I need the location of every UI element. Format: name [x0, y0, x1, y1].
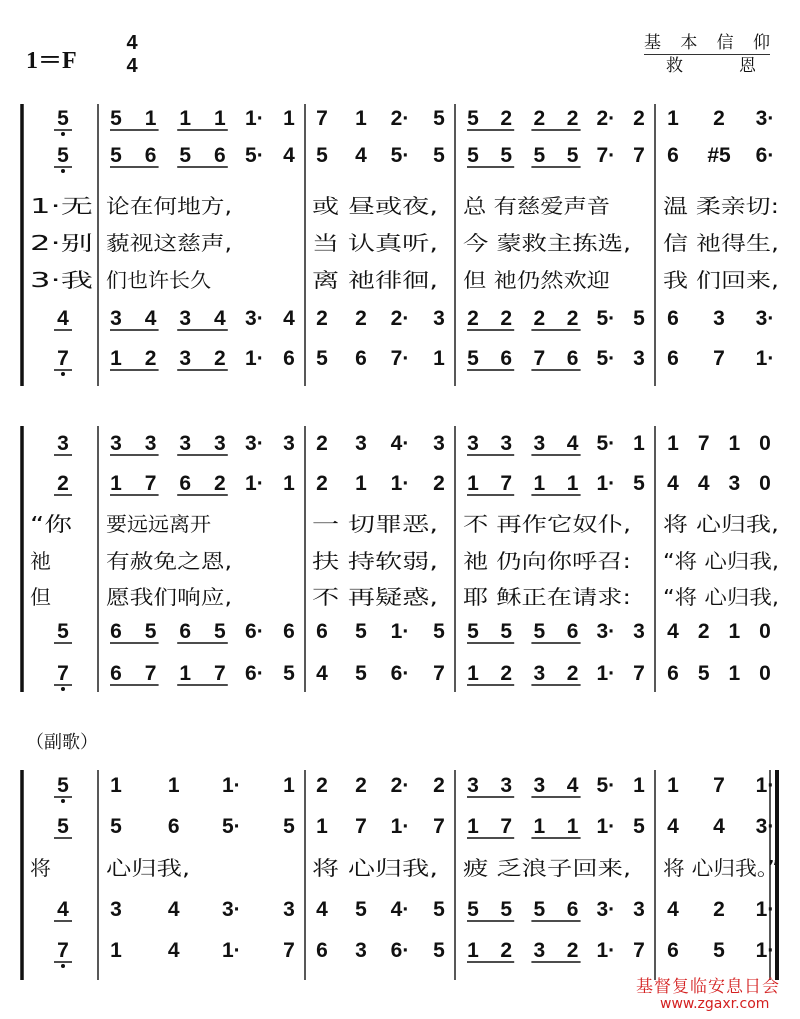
note: 5 [355, 662, 367, 685]
note: 1 [566, 472, 579, 495]
note: 2 [533, 307, 546, 330]
note: 4 [697, 472, 710, 495]
note: 2 [713, 898, 725, 921]
note: 1· [390, 815, 410, 838]
note: 5 [467, 144, 479, 167]
note: 2 [500, 107, 513, 130]
note: 1 [355, 107, 367, 130]
key-signature: 1＝F [26, 48, 77, 74]
note: 2 [213, 472, 226, 495]
note: 5 [110, 815, 122, 838]
lyric-text: “将 心归我, [663, 585, 779, 609]
note: 4 [667, 472, 679, 495]
note: 4 [667, 815, 679, 838]
note: 7 [433, 815, 445, 838]
note: 5 [283, 662, 295, 685]
note: 4 [167, 939, 180, 962]
note: 7 [433, 662, 445, 685]
note: 4 [283, 307, 295, 330]
note: 5 [633, 307, 645, 330]
lyric-text: 我 们回来, [663, 268, 779, 292]
note: 6 [667, 347, 679, 370]
note: 4 [566, 774, 579, 797]
note: 2· [390, 774, 410, 797]
note: 1· [596, 939, 616, 962]
note: 5 [57, 107, 69, 130]
note: 6· [390, 939, 410, 962]
note: 4 [283, 144, 295, 167]
note: 0 [759, 620, 771, 643]
note: 1 [110, 472, 122, 495]
lyric-text: 温 柔亲切: [663, 194, 779, 218]
note: 3 [283, 898, 295, 921]
note: 6 [667, 939, 679, 962]
note: 5· [390, 144, 410, 167]
note: 5 [467, 620, 479, 643]
note: 4 [57, 307, 69, 330]
note: 5 [57, 774, 69, 797]
octave-dot [61, 372, 65, 376]
note: 6· [755, 144, 775, 167]
note: 6 [283, 620, 295, 643]
note: 5 [467, 898, 479, 921]
note: 4 [316, 898, 328, 921]
note: 5 [283, 815, 295, 838]
note: 1 [667, 107, 679, 130]
octave-dot [61, 799, 65, 803]
note: 3 [179, 432, 192, 455]
lyric-text: 将 心归我。” [663, 856, 779, 880]
note: 2 [355, 774, 367, 797]
note: 1 [728, 432, 741, 455]
note: 1· [596, 472, 616, 495]
note: 2 [355, 307, 367, 330]
lyric-text: 不 再作它奴仆, [463, 512, 631, 536]
note: 7 [533, 347, 546, 370]
note: 6 [179, 472, 192, 495]
note: 3 [467, 774, 479, 797]
note: 5· [596, 432, 616, 455]
note: 3 [728, 472, 741, 495]
note: 2 [697, 620, 710, 643]
note: 1 [467, 939, 479, 962]
note: 7 [144, 662, 157, 685]
note: #5 [707, 144, 731, 167]
lyric-text: 但 祂仍然欢迎 [463, 268, 610, 292]
note: 2 [316, 432, 328, 455]
lyric-text: 论在何地方, [106, 194, 232, 218]
note: 1 [283, 472, 295, 495]
note: 2· [390, 307, 410, 330]
note: 1 [467, 815, 479, 838]
note: 3 [433, 432, 445, 455]
note: 1 [355, 472, 367, 495]
credit-char: 基 [644, 33, 661, 53]
note: 3· [755, 107, 775, 130]
note: 0 [759, 432, 771, 455]
note: 7 [144, 472, 157, 495]
note: 1 [533, 472, 546, 495]
note: 3· [755, 307, 775, 330]
note: 6 [500, 347, 513, 370]
lyric-text: 今 蒙救主拣选, [463, 231, 631, 255]
note: 5 [57, 815, 69, 838]
note: 1 [167, 774, 180, 797]
note: 5 [316, 144, 328, 167]
note: 7 [213, 662, 226, 685]
note: 5· [596, 347, 616, 370]
note: 5 [57, 620, 69, 643]
note: 2 [566, 662, 579, 685]
note: 1· [755, 774, 775, 797]
note: 7 [633, 939, 645, 962]
note: 2 [433, 774, 445, 797]
note: 3 [110, 898, 122, 921]
note: 4 [144, 307, 157, 330]
note: 1 [283, 774, 295, 797]
note: 1 [433, 347, 445, 370]
note: 5 [633, 815, 645, 838]
lyric-text: 一 切罪恶, [312, 512, 438, 536]
note: 5· [245, 144, 264, 167]
note: 1 [728, 662, 741, 685]
note: 2 [633, 107, 645, 130]
note: 4 [713, 815, 725, 838]
note: 5 [433, 144, 445, 167]
note: 1· [245, 472, 264, 495]
watermark-text: 基督复临安息日会 [636, 977, 780, 997]
note: 7 [283, 939, 295, 962]
octave-dot [61, 169, 65, 173]
note: 3 [533, 774, 546, 797]
note: 2 [57, 472, 69, 495]
lyric-text: 或 昼或夜, [312, 194, 438, 218]
lyric-text: 们也许长久 [106, 268, 211, 292]
note: 3 [533, 432, 546, 455]
note: 3· [596, 620, 616, 643]
note: 1 [633, 432, 645, 455]
note: 5 [713, 939, 725, 962]
note: 3 [533, 939, 546, 962]
note: 5 [433, 939, 445, 962]
lyric-text: 将 [30, 856, 51, 880]
note: 7 [57, 347, 69, 370]
octave-dot [61, 964, 65, 968]
note: 1 [179, 107, 192, 130]
note: 5 [433, 898, 445, 921]
note: 6 [316, 620, 328, 643]
note: 5 [533, 898, 546, 921]
note: 7 [633, 662, 645, 685]
note: 4 [667, 620, 679, 643]
note: 5 [110, 107, 122, 130]
time-signature-top: 4 [126, 32, 138, 54]
note: 1· [221, 774, 241, 797]
note: 6· [245, 620, 264, 643]
note: 1 [467, 662, 479, 685]
note: 4 [167, 898, 180, 921]
note: 4 [355, 144, 367, 167]
note: 2 [144, 347, 157, 370]
note: 5 [566, 144, 579, 167]
note: 2 [316, 307, 328, 330]
lyric-text: 离 祂徘徊, [312, 268, 438, 292]
note: 1· [390, 620, 410, 643]
note: 3 [110, 432, 122, 455]
note: 6 [316, 939, 328, 962]
octave-dot [61, 132, 65, 136]
note: 2 [533, 107, 546, 130]
note: 3 [179, 347, 192, 370]
note: 2 [316, 472, 328, 495]
lyric-text: “你 [30, 512, 74, 536]
note: 7 [500, 472, 513, 495]
note: 7 [57, 939, 69, 962]
note: 2 [566, 939, 579, 962]
note: 5 [533, 144, 546, 167]
note: 3 [355, 939, 367, 962]
note: 3 [500, 432, 513, 455]
note: 1 [110, 939, 122, 962]
lyric-text: 信 祂得生, [663, 231, 779, 255]
note: 3· [596, 898, 616, 921]
note: 2 [500, 662, 513, 685]
credit-char: 本 [680, 33, 698, 53]
note: 3 [57, 432, 69, 455]
note: 7 [57, 662, 69, 685]
note: 1· [755, 939, 775, 962]
credit-char: 仰 [752, 33, 770, 53]
note: 1· [755, 347, 775, 370]
note: 5 [500, 620, 513, 643]
note: 6 [667, 307, 679, 330]
note: 4 [667, 898, 679, 921]
note: 7 [697, 432, 710, 455]
note: 1· [390, 472, 410, 495]
lyric-text: 2·别 [30, 231, 93, 255]
note: 3· [755, 815, 775, 838]
note: 5 [144, 620, 157, 643]
note: 7· [596, 144, 616, 167]
note: 5 [316, 347, 328, 370]
lyric-text: 有赦免之恩, [106, 549, 232, 573]
lyric-text: 不 再疑惑, [312, 585, 438, 609]
lyric-text: 1·无 [30, 194, 93, 218]
note: 7 [633, 144, 645, 167]
note: 3 [533, 662, 546, 685]
note: 4· [390, 432, 410, 455]
note: 3 [467, 432, 479, 455]
note: 2· [596, 107, 616, 130]
note: 6· [390, 662, 410, 685]
note: 1 [667, 774, 679, 797]
note: 1 [633, 774, 645, 797]
lyric-text: 耶 稣正在请求: [463, 585, 631, 609]
note: 1· [755, 898, 775, 921]
note: 6 [283, 347, 295, 370]
note: 3 [179, 307, 192, 330]
note: 3 [633, 347, 645, 370]
note: 2 [213, 347, 226, 370]
lyric-text: 总 有慈爱声音 [463, 194, 610, 218]
note: 3 [283, 432, 295, 455]
note: 1 [110, 347, 122, 370]
chorus-label: （副歌） [26, 732, 98, 753]
note: 7 [713, 347, 725, 370]
lyric-text: 疲 乏浪子回来, [463, 856, 631, 880]
note: 5 [500, 144, 513, 167]
note: 1 [283, 107, 295, 130]
note: 3· [245, 307, 264, 330]
note: 2 [500, 939, 513, 962]
credit-char: 救 [666, 56, 683, 76]
note: 1· [245, 107, 264, 130]
lyric-text: 心归我, [106, 856, 190, 880]
note: 7 [713, 774, 725, 797]
note: 1· [596, 815, 616, 838]
note: 5 [467, 347, 479, 370]
note: 6 [110, 662, 122, 685]
note: 1 [667, 432, 679, 455]
note: 6 [566, 898, 579, 921]
lyric-text: 藐视这慈声, [106, 231, 232, 255]
credit-char: 恩 [739, 56, 756, 76]
watermark-url: www.zgaxr.com [660, 996, 770, 1012]
note: 2 [500, 307, 513, 330]
note: 6 [144, 144, 157, 167]
note: 4· [390, 898, 410, 921]
note: 1 [566, 815, 579, 838]
note: 3 [633, 898, 645, 921]
note: 3 [355, 432, 367, 455]
note: 1 [467, 472, 479, 495]
lyric-text: 当 认真听, [312, 231, 438, 255]
note: 3 [110, 307, 122, 330]
lyric-text: 3·我 [30, 268, 93, 292]
note: 3 [713, 307, 725, 330]
note: 5 [533, 620, 546, 643]
note: 6 [355, 347, 367, 370]
note: 5 [213, 620, 226, 643]
note: 4 [566, 432, 579, 455]
note: 5 [433, 107, 445, 130]
note: 5· [596, 307, 616, 330]
note: 5 [110, 144, 122, 167]
note: 6 [566, 620, 579, 643]
note: 3 [433, 307, 445, 330]
time-signature-bottom: 4 [126, 55, 138, 77]
note: 1 [728, 620, 741, 643]
note: 1· [596, 662, 616, 685]
note: 5 [697, 662, 710, 685]
note: 5· [596, 774, 616, 797]
note: 7· [390, 347, 410, 370]
lyric-text: 但 [30, 585, 51, 609]
lyric-text: 将 心归我, [663, 512, 779, 536]
lyric-text: 扶 持软弱, [312, 549, 438, 573]
note: 5 [355, 620, 367, 643]
note: 7 [316, 107, 328, 130]
note: 4 [213, 307, 226, 330]
note: 3 [144, 432, 157, 455]
note: 2 [713, 107, 725, 130]
note: 7 [500, 815, 513, 838]
note: 1 [179, 662, 192, 685]
note: 0 [759, 662, 771, 685]
note: 5 [433, 620, 445, 643]
note: 5 [57, 144, 69, 167]
lyric-text: 祂 [30, 549, 51, 573]
note: 2 [566, 307, 579, 330]
note: 2 [467, 307, 479, 330]
note: 6 [179, 620, 192, 643]
note: 3· [245, 432, 264, 455]
note: 6 [167, 815, 180, 838]
note: 6 [667, 662, 679, 685]
lyric-text: 将 心归我, [312, 856, 438, 880]
note: 3· [221, 898, 241, 921]
note: 1 [533, 815, 546, 838]
note: 1 [316, 815, 328, 838]
note: 1· [245, 347, 264, 370]
lyric-text: 愿我们响应, [106, 585, 232, 609]
note: 3 [633, 620, 645, 643]
lyric-text: 要远远离开 [106, 512, 211, 536]
note: 5 [179, 144, 192, 167]
note: 5 [355, 898, 367, 921]
note: 6 [667, 144, 679, 167]
note: 4 [316, 662, 328, 685]
note: 6· [245, 662, 264, 685]
note: 1 [213, 107, 226, 130]
lyric-text: “将 心归我, [663, 549, 779, 573]
note: 5 [633, 472, 645, 495]
note: 3 [500, 774, 513, 797]
note: 7 [355, 815, 367, 838]
note: 2· [390, 107, 410, 130]
note: 5 [500, 898, 513, 921]
note: 3 [213, 432, 226, 455]
note: 6 [213, 144, 226, 167]
note: 2 [433, 472, 445, 495]
note: 5· [221, 815, 241, 838]
note: 5 [467, 107, 479, 130]
note: 1 [110, 774, 122, 797]
note: 1 [144, 107, 157, 130]
note: 6 [110, 620, 122, 643]
note: 2 [566, 107, 579, 130]
note: 6 [566, 347, 579, 370]
octave-dot [61, 687, 65, 691]
lyric-text: 祂 仍向你呼召: [463, 549, 631, 573]
note: 4 [57, 898, 69, 921]
note: 0 [759, 472, 771, 495]
note: 2 [316, 774, 328, 797]
credit-char: 信 [716, 33, 734, 53]
note: 1· [221, 939, 241, 962]
